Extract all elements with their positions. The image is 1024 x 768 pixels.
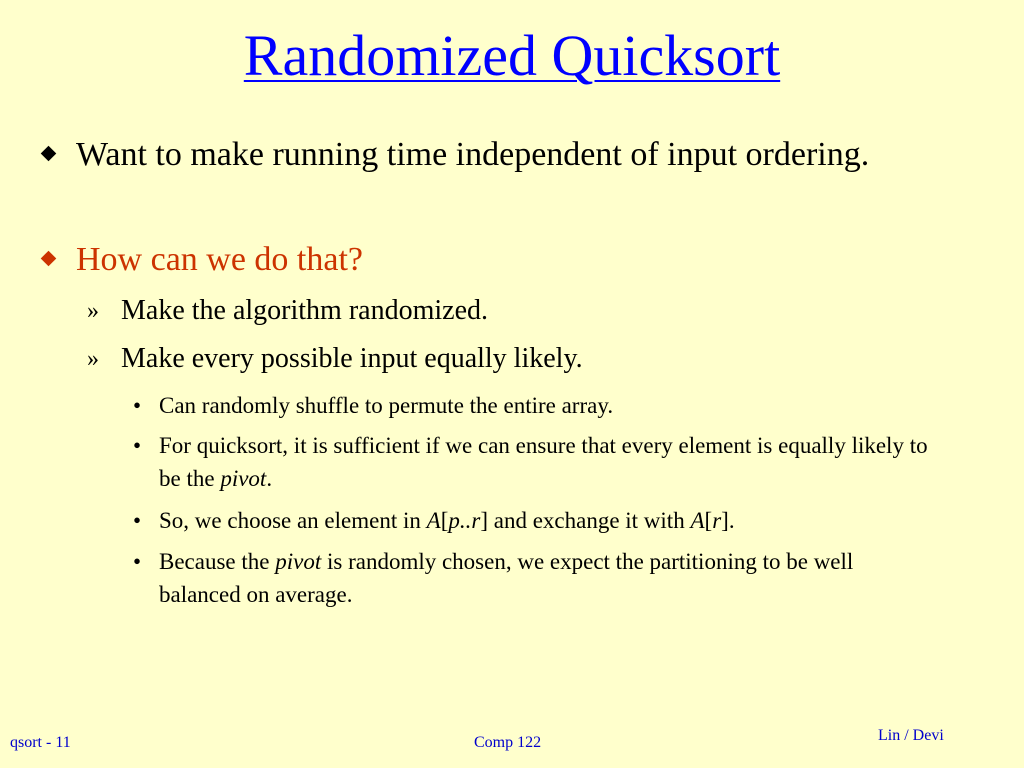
subbullet-equally-likely (87, 341, 921, 377)
slide-title: Randomized Quicksort (243, 23, 781, 88)
dot-bullet-icon: • (133, 433, 142, 458)
range-pr-symbol: p..r (448, 508, 481, 533)
point-text: Because the (159, 549, 276, 574)
footer-slide-number: qsort - 11 (10, 734, 71, 751)
footer-course: Comp 122 (474, 734, 542, 751)
footer-authors: Lin / Devi (878, 727, 944, 744)
point-text: So, we choose an element in (159, 508, 427, 533)
dot-bullet-icon: • (133, 393, 142, 418)
dot-bullet-icon: • (133, 508, 142, 533)
bullet-text: How can we do that? (76, 241, 364, 278)
point-text-end: . (266, 466, 273, 491)
point-balanced (133, 545, 939, 611)
double-chevron-bullet-icon: » (87, 298, 99, 324)
diamond-bullet-icon (41, 146, 57, 162)
dot-bullet-icon: • (133, 549, 142, 574)
bracket-open: [ (704, 508, 713, 533)
array-a-symbol: A (690, 508, 705, 533)
point-text-end: is randomly chosen, we expect the partitioning to be well balanced on average. (159, 549, 854, 607)
point-text: For quicksort, it is sufficient if we can ensure that every element is equally likely to be the (159, 433, 928, 491)
bullet-how-can-we (76, 238, 896, 282)
point-text: Can randomly shuffle to permute the entire array. (159, 393, 614, 418)
bullet-running-time (76, 133, 896, 177)
subbullet-text: Make every possible input equally likely. (121, 343, 583, 374)
point-text-middle: and exchange it with (487, 508, 691, 533)
bracket-open: [ (440, 508, 449, 533)
point-sufficient (133, 429, 929, 495)
point-shuffle (133, 389, 949, 422)
bullet-text: Want to make running time independent of input ordering. (76, 136, 870, 173)
bracket-close: ] (480, 508, 488, 533)
array-a-symbol: A (426, 508, 441, 533)
subbullet-text: Make the algorithm randomized. (121, 295, 488, 326)
bracket-close: ] (721, 508, 729, 533)
double-chevron-bullet-icon: » (87, 346, 99, 372)
point-text-end: . (728, 508, 735, 533)
subbullet-randomized (87, 293, 921, 329)
pivot-term: pivot (220, 466, 267, 491)
diamond-bullet-icon (41, 251, 57, 267)
pivot-term: pivot (275, 549, 322, 574)
point-choose-element (133, 504, 949, 537)
index-r-symbol: r (712, 508, 722, 533)
